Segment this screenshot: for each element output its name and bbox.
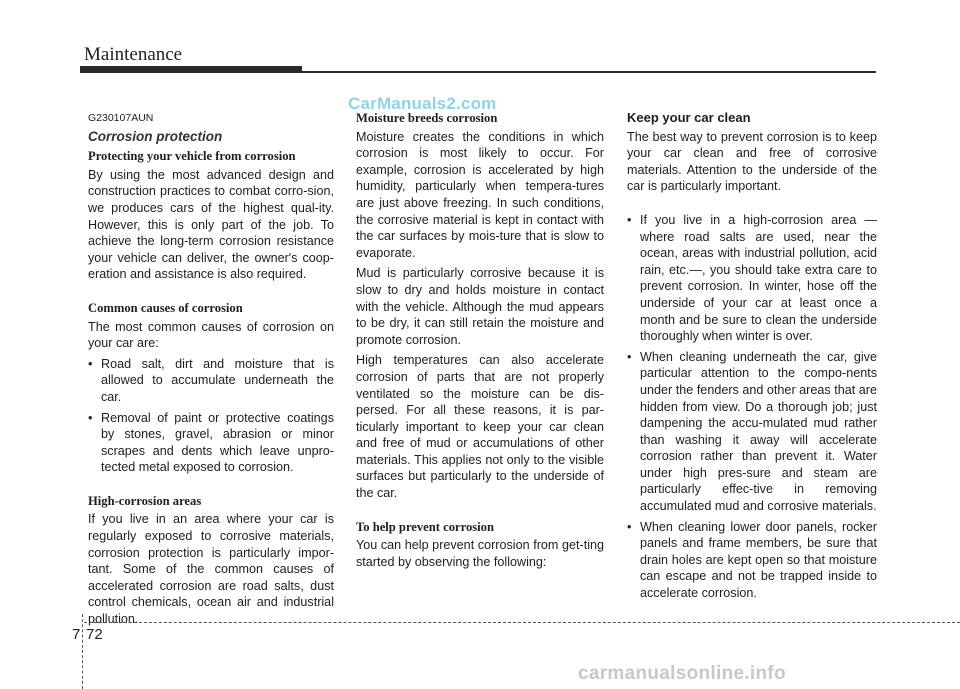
- chapter-number: 7: [72, 626, 81, 643]
- bullet-list: [88, 356, 334, 476]
- footer-divider: [82, 614, 83, 689]
- header-bar: [80, 66, 302, 73]
- list-item: • Road salt, dirt and moisture that is allowed to accumulate underneath the car.: [88, 356, 334, 406]
- footer-rule: [84, 622, 960, 623]
- heading-protecting: Protecting your vehicle from corrosion: [88, 149, 296, 164]
- watermark-top: CarManuals2.com: [348, 94, 497, 113]
- paragraph: By using the most advanced design and construction practices to combat corro-sion, we produces cars of the highest qual-ity. However, this is only part of the job. To achieve the long-term corrosion resistance your vehicle can deliver, the owner's coop-eration and assistance is also required.: [88, 167, 334, 282]
- paragraph: Moisture creates the conditions in which corrosion is most likely to occur. For example, corrosion is accelerated by high humidity, particularly when tempera-tures are just above freezing. In such conditions, the corrosive material is kept in contact with the car surfaces by mois-ture that is slow to evaporate.: [356, 129, 604, 260]
- page-header-title: Maintenance: [84, 44, 183, 65]
- list-item: • If you live in a high-corrosion area — where road salts are used, near the ocean, areas with industrial pollution, acid rain, etc.—, you should take extra care to prevent corrosion. In winter, hose off the underside of your car at least once a month and be sure to clean the underside thoroughly when winter is over.: [627, 212, 877, 345]
- header-rule: [302, 71, 876, 73]
- column-2: [356, 110, 604, 574]
- list-item: • Removal of paint or protective coatings by stones, gravel, abrasion or minor scrapes and dents which leave unpro-tected metal exposed to corrosion.: [88, 410, 334, 476]
- heading-common-causes: Common causes of corrosion: [88, 300, 243, 315]
- section-title: Corrosion protection: [88, 128, 223, 144]
- paragraph: The most common causes of corrosion on your car are:: [88, 319, 334, 351]
- section-code: G230107AUN: [88, 112, 154, 124]
- heading-prevent: To help prevent corrosion: [356, 519, 494, 534]
- column-3: [627, 110, 877, 606]
- paragraph: You can help prevent corrosion from get-ting started by observing the following:: [356, 538, 604, 569]
- column-1: [88, 110, 334, 632]
- watermark-bottom: carmanualsonline.info: [578, 663, 786, 684]
- bullet-list: [627, 212, 877, 602]
- paragraph: The best way to prevent corrosion is to keep your car clean and free of corrosive materials. Attention to the underside of the car is particularly important.: [627, 129, 877, 194]
- paragraph: If you live in an area where your car is regularly exposed to corrosive materials, corrosion protection is particularly impor-tant. Some of the common causes of accelerated corrosion are road salts, dust control chemicals, ocean air and industrial pollution.: [88, 512, 334, 627]
- paragraph: High temperatures can also accelerate corrosion of parts that are not properly ventilated so the moisture can be dis-persed. For all these reasons, it is par-ticularly important to keep your car clean and free of mud or accumulations of other materials. This applies not only to the visible surfaces but particularly to the underside of the car.: [356, 353, 604, 501]
- list-item: • When cleaning underneath the car, give particular attention to the compo-nents under the fenders and other areas that are hidden from view. Do a thorough job; just dampening the accu-mulated mud rather than washing it away will accelerate corrosion rather than prevent it. Water under high pres-sure and steam are particularly effec-tive in removing accumulated mud and corrosive materials.: [627, 349, 877, 515]
- list-item: • When cleaning lower door panels, rocker panels and frame members, be sure that drain holes are kept open so that moisture can escape and not be trapped inside to accelerate corrosion.: [627, 519, 877, 602]
- heading-moisture: Moisture breeds corrosion: [356, 111, 498, 125]
- paragraph: Mud is particularly corrosive because it is slow to dry and holds moisture in contact with the vehicle. Although the mud appears to be dry, it can still retain the moisture and promote corrosion.: [356, 266, 604, 347]
- heading-high-corrosion: High-corrosion areas: [88, 493, 202, 508]
- page-number: 72: [86, 626, 103, 643]
- heading-keep-clean: Keep your car clean: [627, 110, 751, 125]
